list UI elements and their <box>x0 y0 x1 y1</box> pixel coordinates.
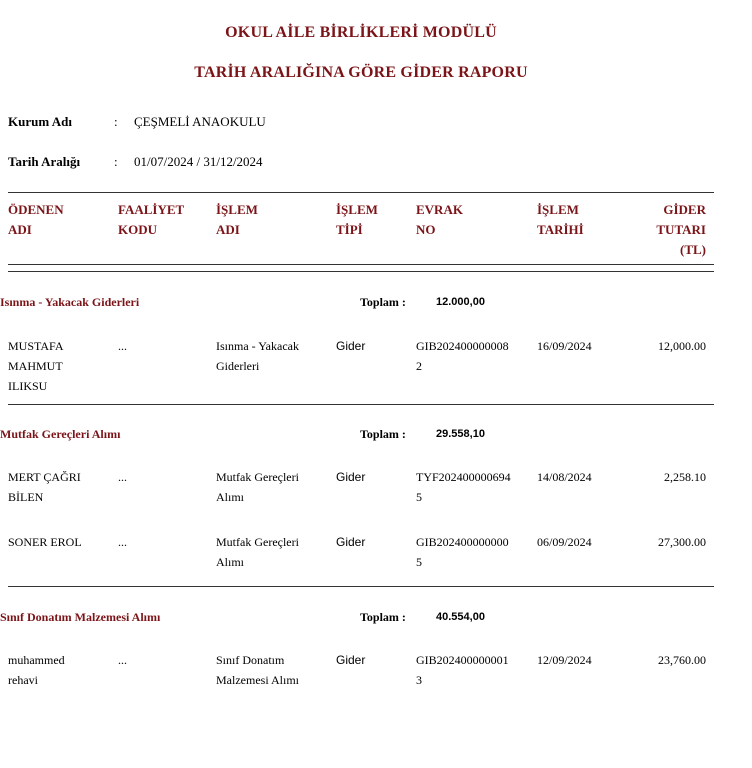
header-transaction-type: İŞLEM TİPİ <box>336 202 378 237</box>
group-heading <box>0 427 722 445</box>
transaction-type: Gider <box>336 653 366 667</box>
header-amount: GİDER TUTARI (TL) <box>656 202 706 257</box>
header-activity-code: FAALİYET KODU <box>118 202 185 237</box>
header-transaction-date: İŞLEM TARİHİ <box>537 202 584 237</box>
transaction-name: Mutfak Gereçleri Alımı <box>216 470 299 504</box>
group-heading <box>0 610 722 628</box>
transaction-type: Gider <box>336 535 366 549</box>
date-range-value: 01/07/2024 / 31/12/2024 <box>134 154 263 169</box>
date-range-colon: : <box>114 154 118 169</box>
group-name: Mutfak Gereçleri Alımı <box>0 427 121 441</box>
payee-name: MUSTAFA MAHMUT ILIKSU <box>8 339 64 393</box>
document-no: GIB202400000008 2 <box>416 339 509 373</box>
transaction-type: Gider <box>336 470 366 484</box>
group-heading <box>0 295 722 313</box>
transaction-name: Sınıf Donatım Malzemesi Alımı <box>216 653 299 687</box>
document-no: GIB202400000000 5 <box>416 535 509 569</box>
transaction-date: 06/09/2024 <box>537 535 592 549</box>
payee-name: SONER EROL <box>8 535 82 549</box>
expense-amount: 27,300.00 <box>658 535 706 549</box>
expense-amount: 12,000.00 <box>658 339 706 353</box>
group-total-label: Toplam : <box>360 295 406 309</box>
group-name: Isınma - Yakacak Giderleri <box>0 295 140 309</box>
transaction-name: Mutfak Gereçleri Alımı <box>216 535 299 569</box>
institution-colon: : <box>114 114 118 129</box>
transaction-date: 12/09/2024 <box>537 653 592 667</box>
transaction-type: Gider <box>336 339 366 353</box>
payee-name: MERT ÇAĞRI BİLEN <box>8 470 81 504</box>
activity-code: ... <box>118 535 127 549</box>
transaction-name: Isınma - Yakacak Giderleri <box>216 339 299 373</box>
header-payee: ÖDENEN ADI <box>8 202 64 237</box>
header-transaction-name: İŞLEM ADI <box>216 202 258 237</box>
activity-code: ... <box>118 653 127 667</box>
date-range-line <box>8 154 263 170</box>
group-total-value: 40.554,00 <box>436 611 485 623</box>
report-title: OKUL AİLE BİRLİKLERİ MODÜLÜ <box>225 24 497 41</box>
expense-amount: 2,258.10 <box>664 470 706 484</box>
institution-label: Kurum Adı <box>8 114 72 129</box>
group-name: Sınıf Donatım Malzemesi Alımı <box>0 610 161 624</box>
header-bottom-rule <box>8 264 714 265</box>
group-divider <box>8 404 714 405</box>
group-divider <box>8 586 714 587</box>
expense-amount: 23,760.00 <box>658 653 706 667</box>
institution-line <box>8 114 266 130</box>
group-total-label: Toplam : <box>360 427 406 441</box>
report-subtitle: TARİH ARALIĞINA GÖRE GİDER RAPORU <box>194 64 528 81</box>
group-total-value: 29.558,10 <box>436 428 485 440</box>
payee-name: muhammed rehavi <box>8 653 65 687</box>
document-no: GIB202400000001 3 <box>416 653 509 687</box>
transaction-date: 16/09/2024 <box>537 339 592 353</box>
activity-code: ... <box>118 339 127 353</box>
document-no: TYF202400000694 5 <box>416 470 511 504</box>
group-total-value: 12.000,00 <box>436 296 485 308</box>
institution-value: ÇEŞMELİ ANAOKULU <box>134 114 266 129</box>
header-bottom-rule-2 <box>8 271 714 272</box>
header-document-no: EVRAK NO <box>416 202 463 237</box>
date-range-label: Tarih Aralığı <box>8 154 81 169</box>
transaction-date: 14/08/2024 <box>537 470 592 484</box>
header-top-rule <box>8 192 714 193</box>
group-total-label: Toplam : <box>360 610 406 624</box>
activity-code: ... <box>118 470 127 484</box>
